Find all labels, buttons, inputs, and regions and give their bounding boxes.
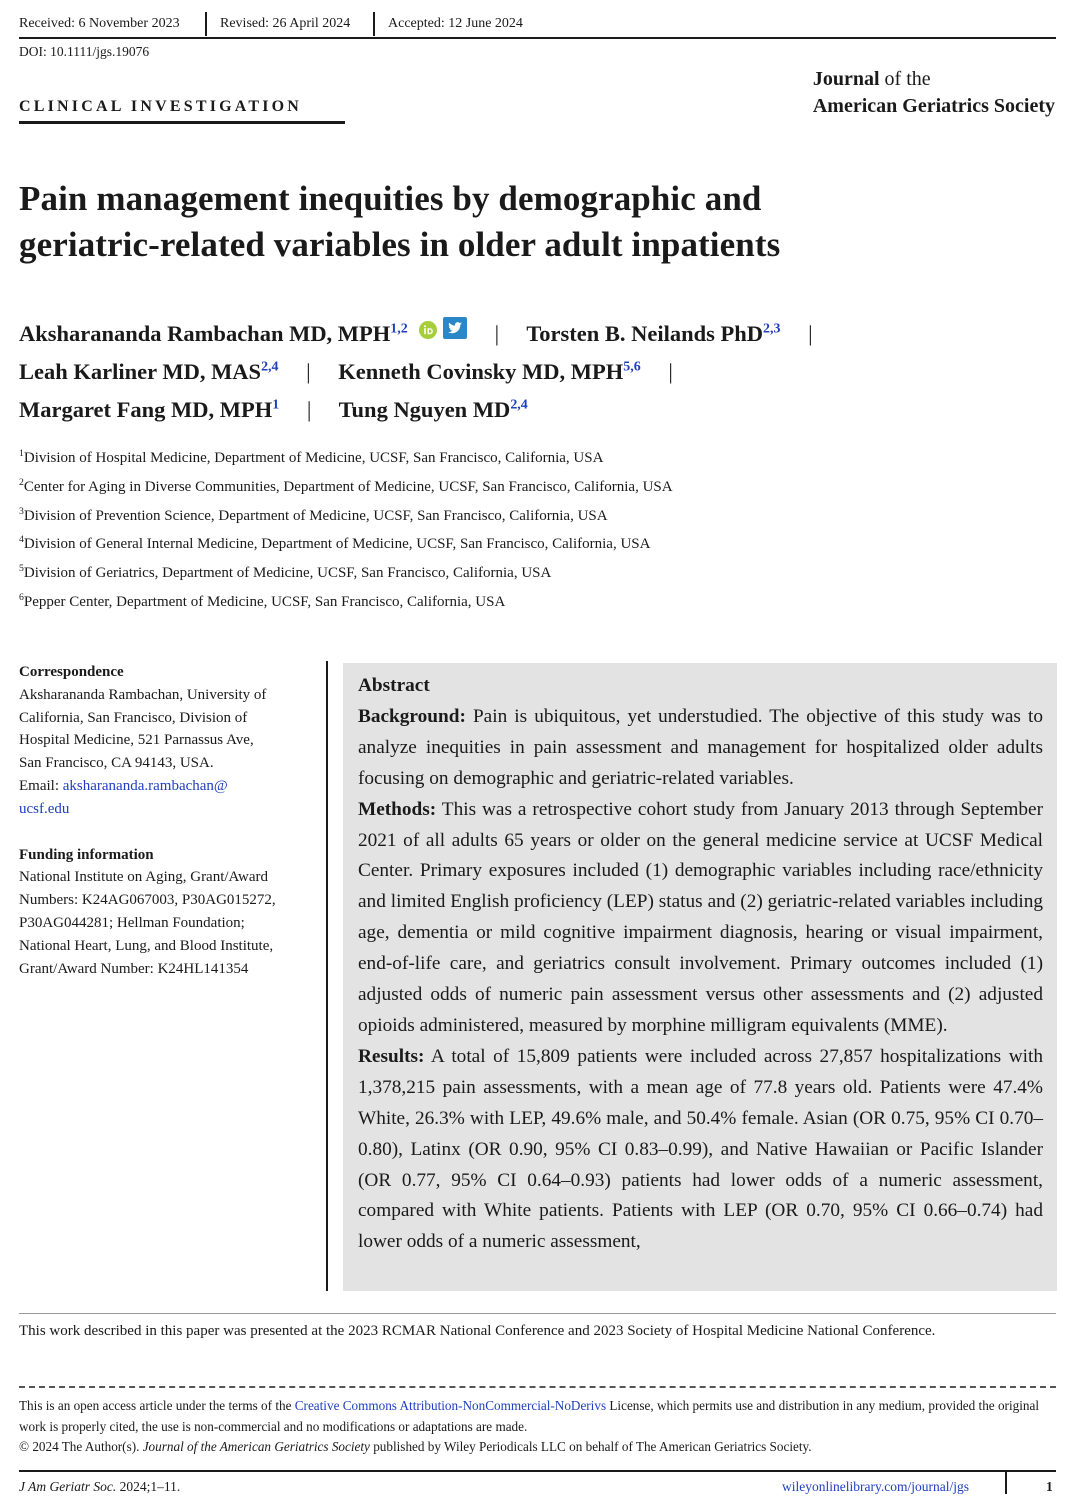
author-name: Kenneth Covinsky MD, MPH [338,359,624,384]
funding-line: Numbers: K24AG067003, P30AG015272, [19,892,276,909]
abstract-methods [358,795,1043,1042]
funding-line: Grant/Award Number: K24HL141354 [19,960,249,977]
twitter-icon[interactable] [443,313,467,351]
author-affiliation-ref[interactable]: 1,2 [390,321,408,337]
title-line-1: Pain management inequities by demographic and [19,179,762,218]
author-affiliation-ref[interactable]: 2,3 [763,321,781,337]
citation-rest: 2024;1–11. [116,1479,181,1494]
affiliation-number: 4 [19,534,24,546]
correspondence-line: California, San Francisco, Division of [19,709,248,726]
methods-text: This was a retrospective cohort study from January 2013 through September 2021 of all adults 65 years or older on the general medicine service at UCSF Medical Center. Primary exposures included (1) demographic variables including race/ethnicity and limited English proficiency (LEP) status and (2) geriatric-related variables including age, dementia or mild cognitive impairment diagnosis, hearing or visual impairment, end-of-life care, and geriatrics consult involvement. Primary outcomes included (1) adjusted odds of numeric pain assessment versus other assessments and (2) adjusted opioids administered, measured by morphine milligram equivalents (MME). [358,798,1043,1036]
affiliation-text: Division of Hospital Medicine, Department of Medicine, UCSF, San Francisco, California, USA [23,450,604,466]
author-separator: | [306,397,312,422]
footer-divider [1005,1472,1007,1494]
correspondence-line: San Francisco, CA 94143, USA. [19,755,214,772]
affiliation-text: Pepper Center, Department of Medicine, UCSF, San Francisco, California, USA [23,593,506,610]
copyright-post: published by Wiley Periodicals LLC on behalf of The American Geriatrics Society. [369,1439,812,1454]
author-separator: | [306,359,311,384]
methods-label: Methods: [358,798,437,820]
affiliation-item [19,502,673,531]
funding-line: National Heart, Lung, and Blood Institute, [19,937,274,954]
copyright-journal: Journal of the American Geriatrics Society [142,1439,370,1454]
affiliation-text: Center for Aging in Diverse Communities, Department of Medicine, UCSF, San Francisco, California, USA [23,478,673,495]
journal-name-line2: American Geriatrics Society [812,95,1055,117]
author-separator: | [668,359,673,384]
divider [373,12,375,36]
title-line-2: geriatric-related variables in older adult inpatients [19,225,781,264]
author-name: Leah Karliner MD, MAS [19,359,262,384]
dashed-rule [19,1386,1056,1388]
footnote-rule [19,1313,1056,1314]
affiliation-number: 2 [19,476,24,488]
abstract-box [343,663,1057,1291]
affiliation-number: 5 [19,563,24,575]
results-label: Results: [358,1045,425,1067]
received-date: Received: 6 November 2023 [19,16,180,31]
affiliation-number: 6 [19,591,24,603]
affiliation-text: Division of General Internal Medicine, Department of Medicine, UCSF, San Francisco, California, USA [23,536,651,553]
presentation-footnote: This work described in this paper was presented at the 2023 RCMAR National Conference and 2023 Society of Hospital Medicine National Conference. [19,1323,936,1339]
correspondence-heading: Correspondence [19,664,124,680]
author-separator: | [494,321,500,346]
results-text: A total of 15,809 patients were included across 27,857 hospitalizations with 1,378,215 pain assessments, with a mean age of 77.8 years old. Patients were 47.4% White, 26.3% with LEP, 49.6% male, and 50.4% female. Asian (OR 0.75, 95% CI 0.70–0.80), Latinx (OR 0.90, 95% CI 0.83–0.99), and Native Hawaiian or Pacific Islander (OR 0.77, 95% CI 0.64–0.93) patients had lower odds of a numeric assessment, compared with White patients. Patients with LEP (OR 0.70, 95% CI 0.66–0.74) had lower odds of a numeric assessment, [358,1045,1043,1253]
funding-line: National Institute on Aging, Grant/Award [19,869,268,886]
author-list [19,313,1059,429]
abstract-heading: Abstract [358,675,430,696]
affiliation-number: 3 [19,505,24,517]
article-dates [19,14,1056,38]
journal-name-bold: Journal [812,68,880,90]
author-separator: | [808,321,813,346]
doi[interactable]: DOI: 10.1111/jgs.19076 [19,44,150,59]
column-divider [326,661,328,1291]
affiliation-item [19,444,673,473]
affiliation-item [19,530,673,559]
background-label: Background: [358,705,466,727]
license-pre: This is an open access article under the terms of the [19,1398,295,1413]
author-name: Torsten B. Neilands PhD [526,321,764,346]
affiliation-item [19,473,673,502]
section-underline [19,121,345,124]
journal-logo [813,66,1055,120]
page-number: 1 [1046,1479,1053,1494]
author-name: Tung Nguyen MD [338,397,511,422]
divider [205,12,207,36]
citation-journal: J Am Geriatr Soc. [19,1479,117,1494]
sidebar-info [19,661,319,980]
author-affiliation-ref[interactable]: 5,6 [623,359,641,375]
affiliation-number: 1 [19,448,24,459]
license-text [19,1396,1049,1458]
author-name: Aksharananda Rambachan MD, MPH [19,321,391,346]
footer-rule [19,1470,1056,1472]
accepted-date: Accepted: 12 June 2024 [388,16,523,31]
funding-heading: Funding information [19,846,154,863]
email-label: Email: [19,777,63,794]
author-affiliation-ref[interactable]: 2,4 [261,359,279,375]
license-link[interactable]: Creative Commons Attribution-NonCommercial-NoDerivs [294,1398,607,1413]
journal-name-rest: of the [879,68,931,90]
license-post: License, which permits use and distribution in any medium, provided the original work is properly cited, the use is non-commercial and no modifications or adaptations are made. [19,1398,1039,1434]
author-affiliation-ref[interactable]: 1 [272,397,280,413]
affiliation-text: Division of Geriatrics, Department of Medicine, UCSF, San Francisco, California, USA [23,565,552,582]
affiliation-text: Division of Prevention Science, Department of Medicine, UCSF, San Francisco, California, USA [23,507,608,524]
article-title [19,176,1019,268]
email-link[interactable]: aksharananda.rambachan@ [62,777,228,794]
abstract-background [358,702,1043,795]
copyright-pre: © 2024 The Author(s). [19,1439,143,1454]
correspondence-line: Hospital Medicine, 521 Parnassus Ave, [19,732,254,749]
orcid-icon[interactable] [419,313,437,351]
affiliation-list [19,444,673,617]
citation [19,1479,180,1495]
background-text: Pain is ubiquitous, yet understudied. The objective of this study was to analyze inequities in pain assessment and management for hospitalized older adults focusing on demographic and geriatric-related variables. [358,705,1043,789]
affiliation-item [19,559,673,588]
funding-line: P30AG044281; Hellman Foundation; [19,914,245,931]
affiliation-item [19,588,673,617]
journal-website-link[interactable]: wileyonlinelibrary.com/journal/jgs [782,1479,969,1494]
correspondence-line: Aksharananda Rambachan, University of [19,686,267,703]
header-rule [19,37,1056,39]
abstract-results [358,1042,1043,1258]
author-name: Margaret Fang MD, MPH [19,397,273,422]
section-label: CLINICAL INVESTIGATION [19,98,303,115]
revised-date: Revised: 26 April 2024 [220,16,351,31]
email-link-cont[interactable]: ucsf.edu [19,800,70,817]
author-affiliation-ref[interactable]: 2,4 [510,397,528,413]
